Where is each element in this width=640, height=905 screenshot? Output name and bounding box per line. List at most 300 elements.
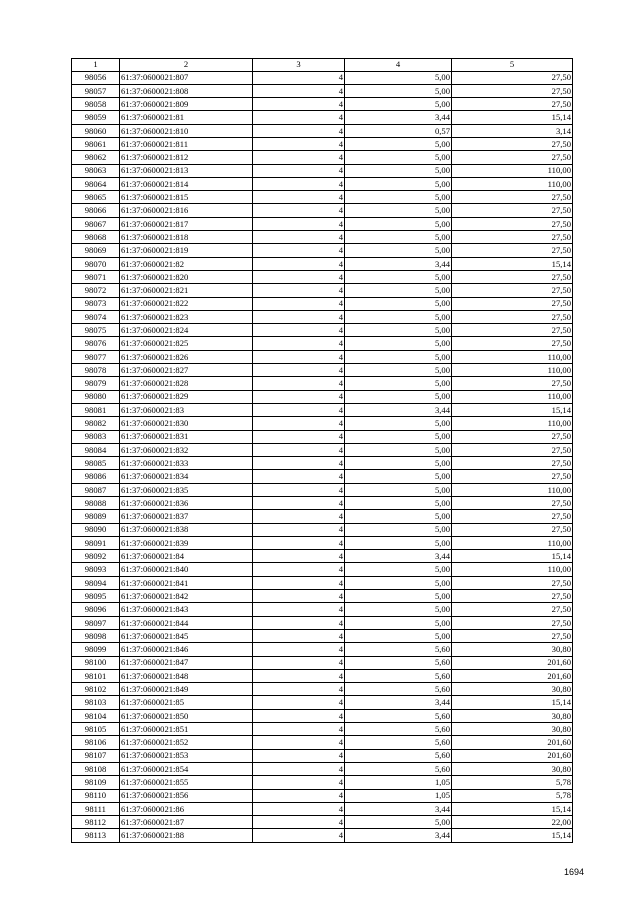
column-3-cell: 4 — [253, 297, 345, 310]
column-4-cell: 5,00 — [345, 470, 452, 483]
table-row — [72, 829, 573, 842]
column-5-cell: 27,50 — [452, 98, 573, 111]
column-3-cell: 4 — [253, 749, 345, 762]
column-4-cell: 3,44 — [345, 696, 452, 709]
column-3-cell: 4 — [253, 683, 345, 696]
table-row — [72, 98, 573, 111]
cadastral-number-cell: 61:37:0600021:85 — [120, 696, 253, 709]
table-body — [72, 71, 573, 842]
table-row — [72, 337, 573, 350]
cadastral-number-cell: 61:37:0600021:807 — [120, 71, 253, 84]
column-5-cell: 15,14 — [452, 111, 573, 124]
row-number-cell: 98068 — [72, 231, 120, 244]
column-4-cell: 5,00 — [345, 270, 452, 283]
column-3-cell: 4 — [253, 403, 345, 416]
column-4-cell: 5,00 — [345, 417, 452, 430]
column-4-cell: 5,00 — [345, 816, 452, 829]
column-5-cell: 27,50 — [452, 191, 573, 204]
table-row — [72, 656, 573, 669]
table-row — [72, 497, 573, 510]
column-5-cell: 27,50 — [452, 629, 573, 642]
table-row — [72, 723, 573, 736]
column-4-cell: 5,00 — [345, 297, 452, 310]
column-5-cell: 30,80 — [452, 723, 573, 736]
table-row — [72, 324, 573, 337]
row-number-cell: 98094 — [72, 576, 120, 589]
column-4-cell: 0,57 — [345, 124, 452, 137]
column-3-cell: 4 — [253, 417, 345, 430]
column-4-cell: 5,60 — [345, 762, 452, 775]
column-3-cell: 4 — [253, 98, 345, 111]
row-number-cell: 98113 — [72, 829, 120, 842]
row-number-cell: 98095 — [72, 590, 120, 603]
table-row — [72, 310, 573, 323]
table-row — [72, 696, 573, 709]
column-4-cell: 5,00 — [345, 364, 452, 377]
cadastral-number-cell: 61:37:0600021:830 — [120, 417, 253, 430]
table-row — [72, 563, 573, 576]
row-number-cell: 98090 — [72, 523, 120, 536]
column-4-cell: 5,00 — [345, 377, 452, 390]
table-row — [72, 164, 573, 177]
cadastral-number-cell: 61:37:0600021:825 — [120, 337, 253, 350]
column-5-cell: 110,00 — [452, 563, 573, 576]
column-4-cell: 5,60 — [345, 643, 452, 656]
column-4-cell: 5,00 — [345, 337, 452, 350]
column-5-cell: 27,50 — [452, 337, 573, 350]
cadastral-number-cell: 61:37:0600021:839 — [120, 536, 253, 549]
column-5-cell: 110,00 — [452, 364, 573, 377]
column-3-cell: 4 — [253, 669, 345, 682]
cadastral-number-cell: 61:37:0600021:846 — [120, 643, 253, 656]
row-number-cell: 98102 — [72, 683, 120, 696]
cadastral-number-cell: 61:37:0600021:813 — [120, 164, 253, 177]
column-4-cell: 5,00 — [345, 284, 452, 297]
column-3-cell: 4 — [253, 164, 345, 177]
column-4-cell: 5,00 — [345, 244, 452, 257]
column-5-cell: 27,50 — [452, 284, 573, 297]
row-number-cell: 98096 — [72, 603, 120, 616]
table-row — [72, 350, 573, 363]
row-number-cell: 98062 — [72, 151, 120, 164]
table-row — [72, 244, 573, 257]
column-4-cell: 5,60 — [345, 723, 452, 736]
cadastral-number-cell: 61:37:0600021:856 — [120, 789, 253, 802]
cadastral-number-cell: 61:37:0600021:822 — [120, 297, 253, 310]
column-4-cell: 5,60 — [345, 669, 452, 682]
column-4-cell: 3,44 — [345, 111, 452, 124]
table-row — [72, 536, 573, 549]
column-5-cell: 27,50 — [452, 84, 573, 97]
cadastral-number-cell: 61:37:0600021:86 — [120, 802, 253, 815]
column-4-cell: 5,60 — [345, 749, 452, 762]
page-number: 1694 — [563, 867, 584, 877]
row-number-cell: 98109 — [72, 776, 120, 789]
row-number-cell: 98071 — [72, 270, 120, 283]
cadastral-number-cell: 61:37:0600021:829 — [120, 390, 253, 403]
cadastral-number-cell: 61:37:0600021:841 — [120, 576, 253, 589]
column-4-cell: 5,00 — [345, 84, 452, 97]
table-row — [72, 576, 573, 589]
column-5-cell: 22,00 — [452, 816, 573, 829]
column-3-cell: 4 — [253, 111, 345, 124]
column-4-cell: 5,00 — [345, 164, 452, 177]
column-4-cell: 3,44 — [345, 802, 452, 815]
column-3-cell: 4 — [253, 656, 345, 669]
column-5-cell: 15,14 — [452, 403, 573, 416]
row-number-cell: 98057 — [72, 84, 120, 97]
column-5-cell: 27,50 — [452, 324, 573, 337]
column-3-cell: 4 — [253, 616, 345, 629]
row-number-cell: 98105 — [72, 723, 120, 736]
cadastral-number-cell: 61:37:0600021:823 — [120, 310, 253, 323]
row-number-cell: 98107 — [72, 749, 120, 762]
column-4-cell: 5,00 — [345, 603, 452, 616]
row-number-cell: 98073 — [72, 297, 120, 310]
table-row — [72, 789, 573, 802]
table-row — [72, 191, 573, 204]
table-header-row — [72, 59, 573, 72]
row-number-cell: 98065 — [72, 191, 120, 204]
column-5-cell: 110,00 — [452, 350, 573, 363]
row-number-cell: 98066 — [72, 204, 120, 217]
column-3-cell: 4 — [253, 789, 345, 802]
column-5-cell: 27,50 — [452, 470, 573, 483]
table-row — [72, 669, 573, 682]
column-4-cell: 5,00 — [345, 71, 452, 84]
column-5-cell: 15,14 — [452, 829, 573, 842]
column-5-cell: 5,78 — [452, 789, 573, 802]
cadastral-number-cell: 61:37:0600021:832 — [120, 443, 253, 456]
column-5-cell: 27,50 — [452, 523, 573, 536]
column-4-cell: 5,00 — [345, 217, 452, 230]
column-5-cell: 27,50 — [452, 310, 573, 323]
cadastral-number-cell: 61:37:0600021:814 — [120, 177, 253, 190]
cadastral-number-cell: 61:37:0600021:844 — [120, 616, 253, 629]
column-5-cell: 27,50 — [452, 377, 573, 390]
table-row — [72, 550, 573, 563]
data-table — [71, 58, 573, 843]
cadastral-number-cell: 61:37:0600021:815 — [120, 191, 253, 204]
cadastral-number-cell: 61:37:0600021:831 — [120, 430, 253, 443]
column-header-4: 4 — [345, 59, 452, 72]
table-row — [72, 776, 573, 789]
row-number-cell: 98080 — [72, 390, 120, 403]
column-5-cell: 110,00 — [452, 177, 573, 190]
row-number-cell: 98070 — [72, 257, 120, 270]
table-row — [72, 802, 573, 815]
column-3-cell: 4 — [253, 84, 345, 97]
column-3-cell: 4 — [253, 736, 345, 749]
cadastral-number-cell: 61:37:0600021:821 — [120, 284, 253, 297]
cadastral-number-cell: 61:37:0600021:848 — [120, 669, 253, 682]
cadastral-number-cell: 61:37:0600021:855 — [120, 776, 253, 789]
cadastral-number-cell: 61:37:0600021:840 — [120, 563, 253, 576]
row-number-cell: 98074 — [72, 310, 120, 323]
row-number-cell: 98085 — [72, 457, 120, 470]
column-4-cell: 5,00 — [345, 483, 452, 496]
row-number-cell: 98100 — [72, 656, 120, 669]
column-3-cell: 4 — [253, 364, 345, 377]
column-5-cell: 27,50 — [452, 510, 573, 523]
row-number-cell: 98091 — [72, 536, 120, 549]
row-number-cell: 98093 — [72, 563, 120, 576]
column-3-cell: 4 — [253, 443, 345, 456]
column-5-cell: 27,50 — [452, 204, 573, 217]
column-3-cell: 4 — [253, 802, 345, 815]
column-3-cell: 4 — [253, 696, 345, 709]
column-5-cell: 15,14 — [452, 257, 573, 270]
column-3-cell: 4 — [253, 816, 345, 829]
column-4-cell: 5,00 — [345, 457, 452, 470]
table-row — [72, 483, 573, 496]
table-row — [72, 177, 573, 190]
column-4-cell: 1,05 — [345, 789, 452, 802]
column-4-cell: 3,44 — [345, 403, 452, 416]
column-3-cell: 4 — [253, 457, 345, 470]
column-4-cell: 5,60 — [345, 709, 452, 722]
column-5-cell: 27,50 — [452, 616, 573, 629]
row-number-cell: 98098 — [72, 629, 120, 642]
column-4-cell: 5,00 — [345, 523, 452, 536]
column-4-cell: 5,60 — [345, 656, 452, 669]
column-4-cell: 5,00 — [345, 390, 452, 403]
table-row — [72, 523, 573, 536]
column-5-cell: 110,00 — [452, 164, 573, 177]
cadastral-number-cell: 61:37:0600021:820 — [120, 270, 253, 283]
cadastral-number-cell: 61:37:0600021:819 — [120, 244, 253, 257]
table-row — [72, 590, 573, 603]
column-3-cell: 4 — [253, 390, 345, 403]
table-row — [72, 629, 573, 642]
row-number-cell: 98078 — [72, 364, 120, 377]
table-row — [72, 111, 573, 124]
column-3-cell: 4 — [253, 310, 345, 323]
column-4-cell: 5,00 — [345, 443, 452, 456]
cadastral-number-cell: 61:37:0600021:810 — [120, 124, 253, 137]
column-3-cell: 4 — [253, 523, 345, 536]
cadastral-number-cell: 61:37:0600021:811 — [120, 137, 253, 150]
row-number-cell: 98056 — [72, 71, 120, 84]
column-4-cell: 5,00 — [345, 231, 452, 244]
row-number-cell: 98084 — [72, 443, 120, 456]
column-4-cell: 3,44 — [345, 829, 452, 842]
column-5-cell: 27,50 — [452, 297, 573, 310]
column-4-cell: 5,00 — [345, 204, 452, 217]
column-3-cell: 4 — [253, 550, 345, 563]
cadastral-number-cell: 61:37:0600021:816 — [120, 204, 253, 217]
column-5-cell: 27,50 — [452, 231, 573, 244]
cadastral-number-cell: 61:37:0600021:81 — [120, 111, 253, 124]
column-3-cell: 4 — [253, 270, 345, 283]
column-3-cell: 4 — [253, 629, 345, 642]
table-row — [72, 137, 573, 150]
table-row — [72, 151, 573, 164]
row-number-cell: 98110 — [72, 789, 120, 802]
column-header-3: 3 — [253, 59, 345, 72]
column-5-cell: 201,60 — [452, 656, 573, 669]
column-3-cell: 4 — [253, 284, 345, 297]
row-number-cell: 98108 — [72, 762, 120, 775]
row-number-cell: 98088 — [72, 497, 120, 510]
column-3-cell: 4 — [253, 137, 345, 150]
column-5-cell: 27,50 — [452, 603, 573, 616]
cadastral-number-cell: 61:37:0600021:82 — [120, 257, 253, 270]
column-5-cell: 110,00 — [452, 390, 573, 403]
column-5-cell: 27,50 — [452, 270, 573, 283]
column-4-cell: 5,00 — [345, 350, 452, 363]
column-4-cell: 5,00 — [345, 310, 452, 323]
column-4-cell: 5,00 — [345, 563, 452, 576]
table-row — [72, 390, 573, 403]
table-row — [72, 430, 573, 443]
column-5-cell: 5,78 — [452, 776, 573, 789]
table-row — [72, 762, 573, 775]
cadastral-number-cell: 61:37:0600021:845 — [120, 629, 253, 642]
column-3-cell: 4 — [253, 643, 345, 656]
column-4-cell: 5,00 — [345, 191, 452, 204]
cadastral-number-cell: 61:37:0600021:852 — [120, 736, 253, 749]
column-5-cell: 201,60 — [452, 669, 573, 682]
column-3-cell: 4 — [253, 177, 345, 190]
table-row — [72, 270, 573, 283]
table-row — [72, 443, 573, 456]
row-number-cell: 98060 — [72, 124, 120, 137]
row-number-cell: 98082 — [72, 417, 120, 430]
table-row — [72, 284, 573, 297]
row-number-cell: 98067 — [72, 217, 120, 230]
cadastral-number-cell: 61:37:0600021:853 — [120, 749, 253, 762]
column-3-cell: 4 — [253, 829, 345, 842]
column-3-cell: 4 — [253, 71, 345, 84]
column-5-cell: 30,80 — [452, 683, 573, 696]
column-5-cell: 27,50 — [452, 151, 573, 164]
table-row — [72, 683, 573, 696]
cadastral-number-cell: 61:37:0600021:838 — [120, 523, 253, 536]
column-4-cell: 5,00 — [345, 510, 452, 523]
cadastral-number-cell: 61:37:0600021:835 — [120, 483, 253, 496]
column-5-cell: 27,50 — [452, 430, 573, 443]
column-5-cell: 27,50 — [452, 137, 573, 150]
cadastral-number-cell: 61:37:0600021:854 — [120, 762, 253, 775]
cadastral-number-cell: 61:37:0600021:833 — [120, 457, 253, 470]
column-5-cell: 27,50 — [452, 590, 573, 603]
column-3-cell: 4 — [253, 204, 345, 217]
column-3-cell: 4 — [253, 576, 345, 589]
row-number-cell: 98089 — [72, 510, 120, 523]
cadastral-number-cell: 61:37:0600021:828 — [120, 377, 253, 390]
row-number-cell: 98064 — [72, 177, 120, 190]
column-5-cell: 27,50 — [452, 457, 573, 470]
cadastral-number-cell: 61:37:0600021:827 — [120, 364, 253, 377]
column-3-cell: 4 — [253, 603, 345, 616]
cadastral-number-cell: 61:37:0600021:88 — [120, 829, 253, 842]
column-4-cell: 3,44 — [345, 550, 452, 563]
row-number-cell: 98081 — [72, 403, 120, 416]
table-row — [72, 204, 573, 217]
cadastral-number-cell: 61:37:0600021:808 — [120, 84, 253, 97]
row-number-cell: 98101 — [72, 669, 120, 682]
row-number-cell: 98058 — [72, 98, 120, 111]
cadastral-number-cell: 61:37:0600021:824 — [120, 324, 253, 337]
column-header-2: 2 — [120, 59, 253, 72]
row-number-cell: 98079 — [72, 377, 120, 390]
column-4-cell: 5,00 — [345, 98, 452, 111]
column-5-cell: 27,50 — [452, 71, 573, 84]
column-3-cell: 4 — [253, 483, 345, 496]
cadastral-number-cell: 61:37:0600021:818 — [120, 231, 253, 244]
row-number-cell: 98112 — [72, 816, 120, 829]
table-row — [72, 736, 573, 749]
column-4-cell: 5,00 — [345, 430, 452, 443]
table-row — [72, 297, 573, 310]
cadastral-number-cell: 61:37:0600021:851 — [120, 723, 253, 736]
row-number-cell: 98059 — [72, 111, 120, 124]
column-4-cell: 5,00 — [345, 137, 452, 150]
column-5-cell: 15,14 — [452, 696, 573, 709]
column-header-1: 1 — [72, 59, 120, 72]
column-3-cell: 4 — [253, 762, 345, 775]
table-row — [72, 643, 573, 656]
cadastral-number-cell: 61:37:0600021:836 — [120, 497, 253, 510]
column-3-cell: 4 — [253, 776, 345, 789]
table-row — [72, 709, 573, 722]
row-number-cell: 98077 — [72, 350, 120, 363]
column-3-cell: 4 — [253, 337, 345, 350]
row-number-cell: 98106 — [72, 736, 120, 749]
cadastral-number-cell: 61:37:0600021:812 — [120, 151, 253, 164]
row-number-cell: 98092 — [72, 550, 120, 563]
column-5-cell: 30,80 — [452, 643, 573, 656]
column-3-cell: 4 — [253, 257, 345, 270]
column-3-cell: 4 — [253, 510, 345, 523]
row-number-cell: 98103 — [72, 696, 120, 709]
table-row — [72, 457, 573, 470]
table-row — [72, 231, 573, 244]
table-row — [72, 816, 573, 829]
cadastral-number-cell: 61:37:0600021:843 — [120, 603, 253, 616]
column-4-cell: 5,00 — [345, 177, 452, 190]
row-number-cell: 98072 — [72, 284, 120, 297]
column-5-cell: 30,80 — [452, 762, 573, 775]
column-4-cell: 5,00 — [345, 616, 452, 629]
column-3-cell: 4 — [253, 723, 345, 736]
table-row — [72, 603, 573, 616]
cadastral-number-cell: 61:37:0600021:847 — [120, 656, 253, 669]
column-5-cell: 201,60 — [452, 749, 573, 762]
column-5-cell: 3,14 — [452, 124, 573, 137]
row-number-cell: 98099 — [72, 643, 120, 656]
column-3-cell: 4 — [253, 244, 345, 257]
column-3-cell: 4 — [253, 563, 345, 576]
table-row — [72, 417, 573, 430]
table-row — [72, 616, 573, 629]
table-row — [72, 470, 573, 483]
column-3-cell: 4 — [253, 231, 345, 244]
table-row — [72, 377, 573, 390]
table-row — [72, 217, 573, 230]
column-5-cell: 110,00 — [452, 417, 573, 430]
column-5-cell: 27,50 — [452, 217, 573, 230]
column-3-cell: 4 — [253, 709, 345, 722]
column-3-cell: 4 — [253, 151, 345, 164]
row-number-cell: 98111 — [72, 802, 120, 815]
cadastral-number-cell: 61:37:0600021:842 — [120, 590, 253, 603]
column-4-cell: 5,60 — [345, 683, 452, 696]
column-4-cell: 5,00 — [345, 497, 452, 510]
column-3-cell: 4 — [253, 324, 345, 337]
row-number-cell: 98086 — [72, 470, 120, 483]
